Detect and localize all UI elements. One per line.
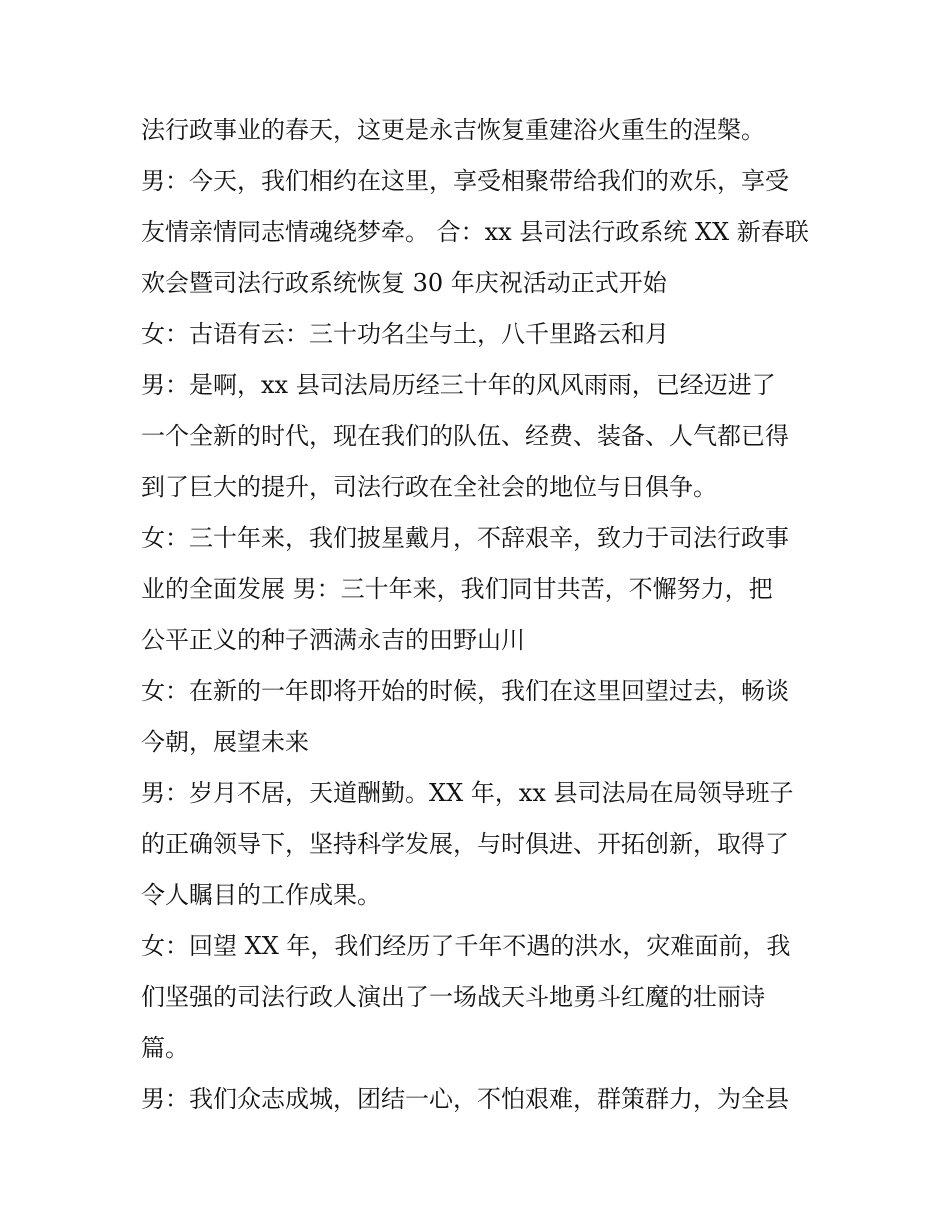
text-line: 一个全新的时代，现在我们的队伍、经费、装备、人气都已得 bbox=[141, 422, 789, 450]
text-line: 公平正义的种子洒满永吉的田野山川 bbox=[141, 626, 525, 654]
text-line: 的正确领导下，坚持科学发展，与时俱进、开拓创新，取得了 bbox=[141, 830, 789, 858]
text-line: 男：岁月不居，天道酬勤。XX 年，xx 县司法局在局领导班子 bbox=[141, 779, 794, 807]
text-line: 女：三十年来，我们披星戴月，不辞艰辛，致力于司法行政事 bbox=[141, 524, 789, 552]
text-line: 女：古语有云：三十功名尘与土，八千里路云和月 bbox=[141, 320, 669, 348]
document-body bbox=[141, 105, 821, 1125]
text-line: 今朝，展望未来 bbox=[141, 728, 309, 756]
text-line: 友情亲情同志情魂绕梦牵。 合：xx 县司法行政系统 XX 新春联 bbox=[141, 218, 809, 246]
text-line: 篇。 bbox=[141, 1034, 189, 1062]
text-line: 女：回望 XX 年，我们经历了千年不遇的洪水，灾难面前，我 bbox=[141, 932, 791, 960]
text-line: 女：在新的一年即将开始的时候，我们在这里回望过去，畅谈 bbox=[141, 677, 789, 705]
text-line: 男：我们众志成城，团结一心，不怕艰难，群策群力，为全县 bbox=[141, 1085, 789, 1113]
text-line: 到了巨大的提升，司法行政在全社会的地位与日俱争。 bbox=[141, 473, 717, 501]
text-line: 法行政事业的春天，这更是永吉恢复重建浴火重生的涅槃。 bbox=[141, 116, 765, 144]
text-line: 业的全面发展 男：三十年来，我们同甘共苦，不懈努力，把 bbox=[141, 575, 773, 603]
text-line: 令人瞩目的工作成果。 bbox=[141, 881, 381, 909]
text-line: 们坚强的司法行政人演出了一场战天斗地勇斗红魔的壮丽诗 bbox=[141, 983, 765, 1011]
text-line: 欢会暨司法行政系统恢复 30 年庆祝活动正式开始 bbox=[141, 269, 667, 297]
text-line: 男：是啊，xx 县司法局历经三十年的风风雨雨，已经迈进了 bbox=[141, 371, 776, 399]
text-line: 男：今天，我们相约在这里，享受相聚带给我们的欢乐，享受 bbox=[141, 167, 789, 195]
